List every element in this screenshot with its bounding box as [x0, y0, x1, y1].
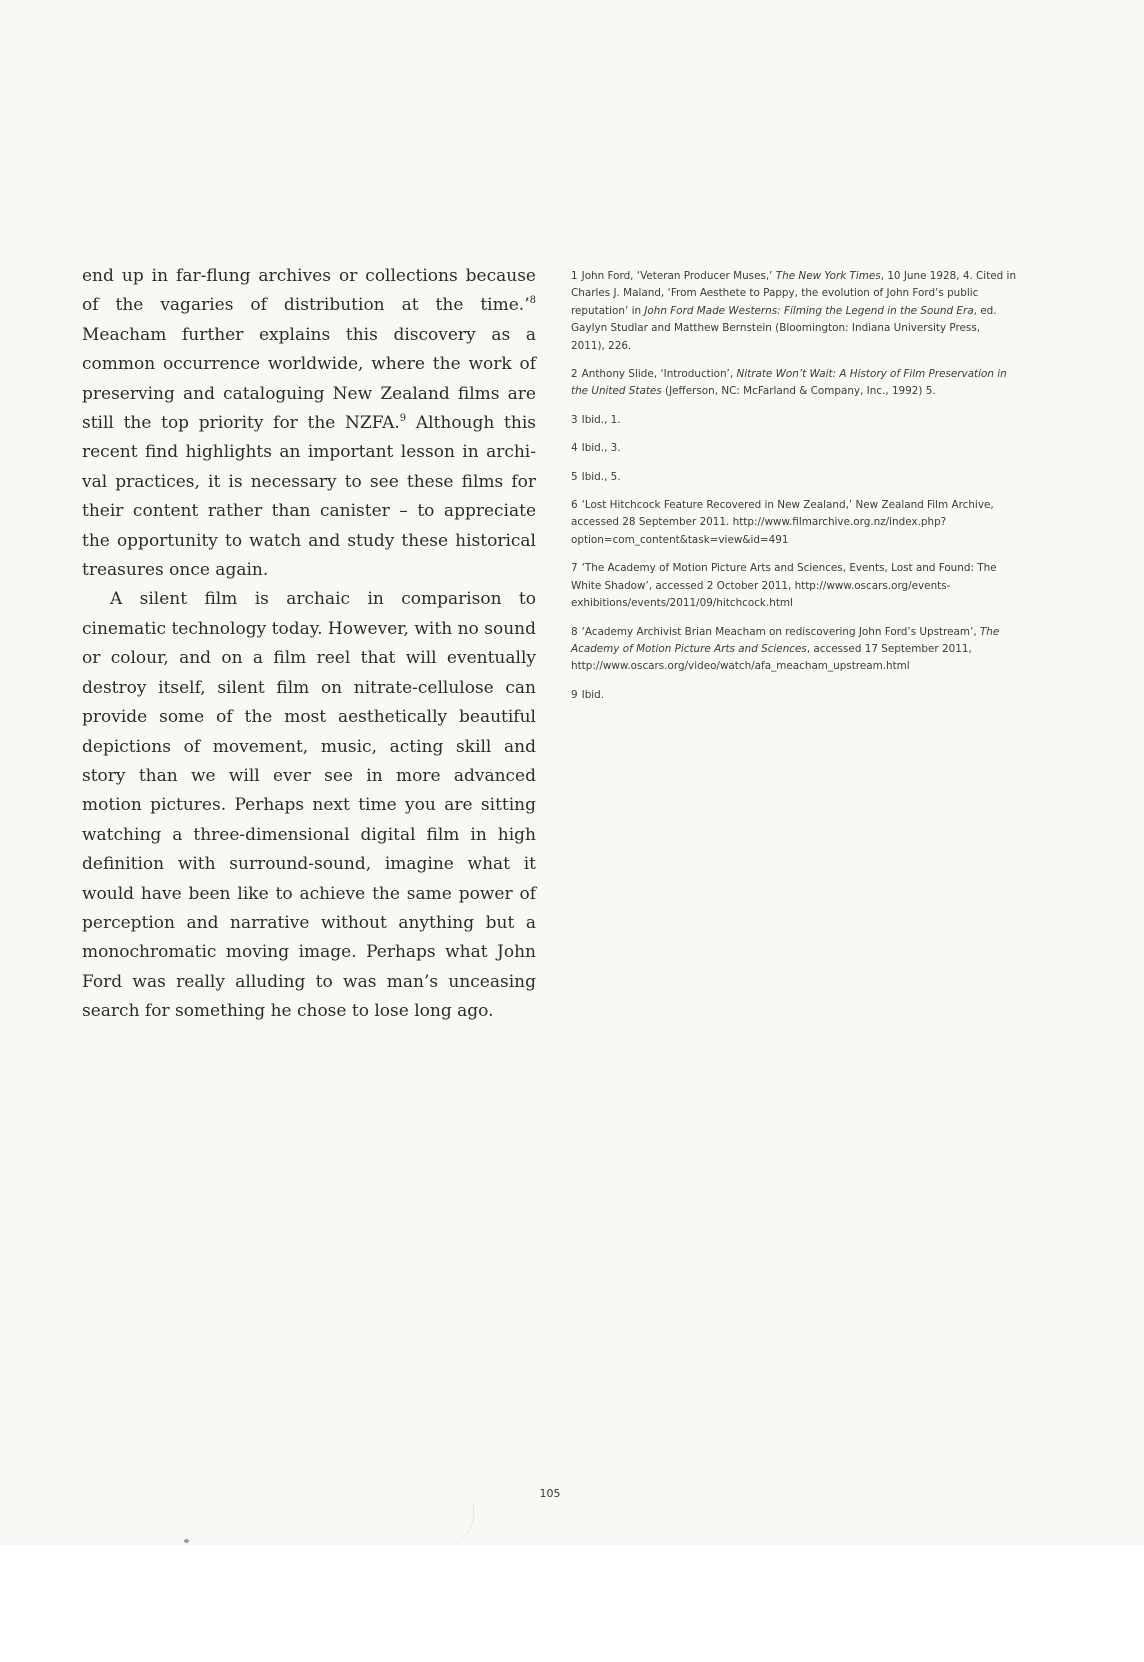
endnote-text: (Jefferson, NC: McFarland & Company, Inc., 1992) 5. — [661, 385, 936, 398]
endnote-text: ‘Lost Hitchcock Feature Recovered in New Zealand,’ New Zealand Film Archive, accessed 28 September 2011. http://www.filmarchive.org.nz/index.php?option=com_content&task=view&id=491 — [571, 499, 994, 546]
endnote-text: ‘The Academy of Motion Picture Arts and Sciences, Events, Lost and Found: The White Shadow’, accessed 2 October 2011, http://www.oscars.org/events-exhibitions/events/2011/09/hitchcock.html — [571, 562, 997, 610]
endnotes-column — [571, 268, 1017, 715]
body-text: end up in far-flung archives or collections because of the vagaries of distribution at the time.’ — [82, 266, 536, 316]
main-text-column — [82, 262, 536, 1027]
body-paragraph-1 — [82, 262, 536, 585]
endnote-number: 7 — [571, 562, 578, 575]
endnote-title: The Academy of Motion Picture Arts and Sciences — [571, 625, 1000, 655]
endnote-number: 5 — [571, 470, 578, 483]
ink-smudge — [184, 1539, 189, 1543]
endnote-text: , 10 June 1928, 4. Cited in Charles J. Maland, ‘From Aesthete to Pappy, the evolution of John Ford’s public reputation’ in — [571, 270, 1017, 317]
endnote-number: 6 — [571, 499, 578, 512]
footnote-ref-9: 9 — [399, 413, 407, 425]
body-paragraph-2: A silent film is archaic in comparison to cinematic technology today. However, with no sound or colour, and on a film reel that will eventually destroy itself, silent film on nitrate-cellulose can provide some of the most aesthetically beautiful depictions of movement, music, acting skill and story than we will ever see in more advanced motion pictures. Perhaps next time you are sitting watching a three-dimensional digital film in high definition with surround-sound, imagine what it would have been like to achieve the same power of perception and narrative without anything but a monochromatic moving image. Perhaps what John Ford was really alluding to was man’s unceasing search for something he chose to lose long ago. — [82, 589, 536, 1022]
endnote-number: 4 — [571, 442, 578, 455]
endnote-text: Ibid. — [581, 688, 605, 701]
body-text: Although this recent find highlights an important lesson in archival practices, it is necessary to see these films for their content rather than canister – to appreciate the opportunity to watch and study these historical treasures once again. — [82, 413, 536, 581]
endnote-4 — [571, 440, 1017, 457]
endnote-text: Ibid., 3. — [581, 442, 621, 455]
endnote-8 — [571, 624, 1017, 676]
body-text: Meacham further explains this discovery as a common occurrence worldwide, where the work of preserving and cataloguing New Zealand films are still the top priority for the NZFA. — [82, 324, 536, 434]
endnote-number: 2 — [571, 368, 578, 381]
endnote-text: John Ford, ‘Veteran Producer Muses,’ — [581, 270, 776, 282]
page-number: 105 — [539, 1487, 561, 1500]
endnote-9 — [571, 687, 1017, 704]
endnote-5 — [571, 469, 1017, 486]
endnote-title: John Ford Made Westerns: Filming the Legend in the Sound Era — [644, 304, 974, 317]
endnote-7 — [571, 560, 1017, 612]
endnote-text: Anthony Slide, ‘Introduction’, — [581, 368, 737, 381]
footnote-ref-8: 8 — [529, 295, 536, 307]
endnote-text: , accessed 17 September 2011, http://www.oscars.org/video/watch/afa_meacham_upstream.html — [571, 642, 972, 673]
paper-crease — [443, 1505, 474, 1545]
endnote-3 — [571, 412, 1017, 429]
endnote-text: Ibid., 5. — [581, 470, 621, 483]
endnote-6 — [571, 497, 1017, 549]
endnote-number: 3 — [571, 413, 578, 426]
endnote-title: The New York Times — [775, 270, 881, 282]
endnote-text: ‘Academy Archivist Brian Meacham on rediscovering John Ford’s Upstream’, — [581, 625, 980, 638]
endnote-text: , ed. Gaylyn Studlar and Matthew Bernstein (Bloomington: Indiana University Press, 2011), 226. — [571, 304, 997, 352]
endnote-number: 9 — [571, 688, 578, 701]
endnote-number: 8 — [571, 625, 578, 638]
endnote-title: Nitrate Won’t Wait: A History of Film Preservation in the United States — [571, 368, 1007, 398]
endnote-number: 1 — [571, 270, 578, 282]
endnote-2 — [571, 366, 1017, 401]
endnote-text: Ibid., 1. — [581, 413, 621, 426]
endnote-1 — [571, 268, 1017, 355]
